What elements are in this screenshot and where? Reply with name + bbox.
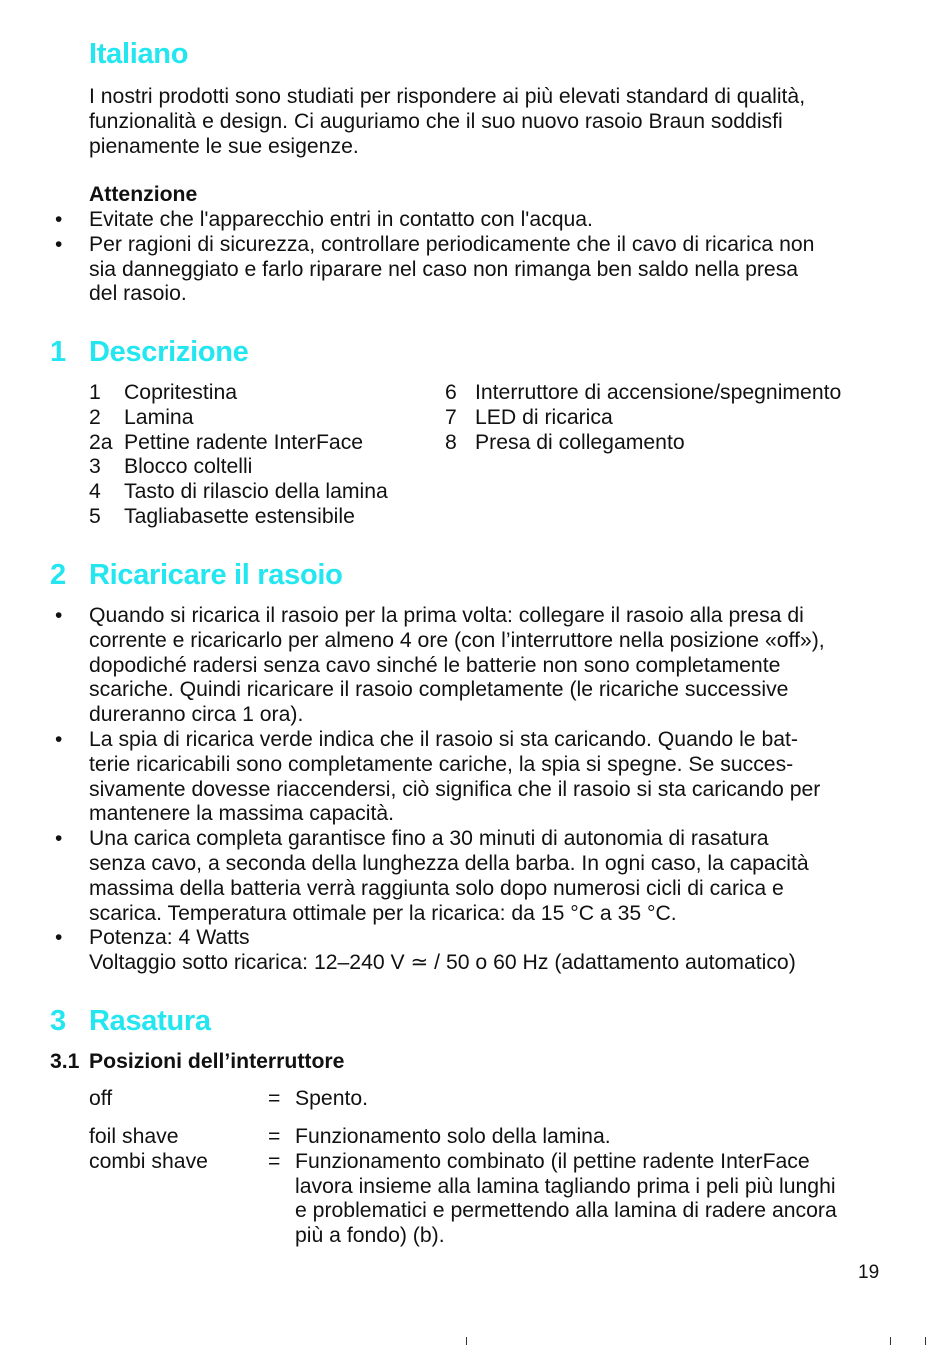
- intro-line-3: pienamente le sue esigenze.: [89, 134, 359, 158]
- switch-desc: Funzionamento combinato (il pettine radente InterFace: [295, 1149, 810, 1173]
- bullet-marker: •: [55, 232, 63, 256]
- warning-heading: Attenzione: [89, 183, 198, 206]
- charge-bullet-1-line-4: scariche. Quindi ricaricare il rasoio completamente (le ricariche successive: [89, 678, 789, 702]
- crop-mark: [925, 1337, 926, 1345]
- switch-desc: lavora insieme alla lamina tagliando prima i peli più lunghi: [295, 1174, 836, 1198]
- part-num: 3: [89, 455, 101, 479]
- part-label: Tagliabasette estensibile: [124, 505, 355, 528]
- part-num: 2: [89, 405, 101, 429]
- bullet-marker: •: [55, 827, 63, 851]
- heading-descrizione: Descrizione: [89, 336, 249, 368]
- equals-sign: =: [268, 1087, 281, 1110]
- intro-line-2: funzionalità e design. Ci auguriamo che il suo nuovo rasoio Braun soddisfi: [89, 109, 783, 133]
- heading-ricaricare: Ricaricare il rasoio: [89, 559, 343, 591]
- charge-bullet-3-line-3: massima della batteria verrà raggiunta solo dopo numerosi cicli di carica e: [89, 876, 784, 900]
- warning-bullet-2-line-1: Per ragioni di sicurezza, controllare periodicamente che il cavo di ricarica non: [89, 232, 815, 256]
- part-num: 1: [89, 381, 101, 404]
- charge-bullet-1-line-1: Quando si ricarica il rasoio per la prima volta: collegare il rasoio alla presa di: [89, 604, 804, 627]
- subsection-title: Posizioni dell’interruttore: [89, 1050, 345, 1073]
- page-number: 19: [858, 1262, 880, 1283]
- warning-bullet-1-line-1: Evitate che l'apparecchio entri in contatto con l'acqua.: [89, 208, 593, 231]
- part-label: Interruttore di accensione/spegnimento: [475, 381, 842, 404]
- part-label: Blocco coltelli: [124, 455, 253, 479]
- part-label: Pettine radente InterFace: [124, 430, 364, 454]
- charge-bullet-2-line-3: sivamente dovesse riaccendersi, ciò significa che il rasoio si sta caricando per: [89, 777, 821, 801]
- switch-desc: più a fondo) (b).: [295, 1224, 445, 1248]
- charge-bullet-2-line-2: terie ricaricabili sono completamente cariche, la spia si spegne. Se succes-: [89, 752, 794, 776]
- crop-mark: [890, 1337, 891, 1345]
- charge-bullet-1-line-5: dureranno circa 1 ora).: [89, 703, 304, 727]
- switch-term: combi shave: [89, 1149, 208, 1173]
- switch-desc: e problematici e permettendo alla lamina di radere ancora: [295, 1199, 837, 1223]
- bullet-marker: •: [55, 604, 63, 627]
- equals-sign: =: [268, 1149, 281, 1173]
- crop-mark: [466, 1337, 467, 1345]
- charge-bullet-1-line-2: corrente e ricaricarlo per almeno 4 ore (con l’interruttore nella posizione «off»),: [89, 628, 825, 652]
- heading-italiano: Italiano: [89, 38, 189, 70]
- part-num: 7: [445, 405, 457, 429]
- part-label: Copritestina: [124, 381, 238, 404]
- subsection-number: 3.1: [50, 1050, 80, 1073]
- charge-bullet-3-line-4: scarica. Temperatura ottimale per la ricarica: da 15 °C a 35 °C.: [89, 901, 677, 925]
- intro-line-1: I nostri prodotti sono studiati per rispondere ai più elevati standard di qualità,: [89, 85, 806, 108]
- bullet-marker: •: [55, 728, 63, 751]
- warning-bullet-2-line-3: del rasoio.: [89, 282, 187, 306]
- switch-desc: Funzionamento solo della lamina.: [295, 1125, 611, 1148]
- section-number-2: 2: [50, 559, 66, 591]
- charge-bullet-2-line-1: La spia di ricarica verde indica che il rasoio si sta caricando. Quando le bat-: [89, 728, 798, 751]
- warning-bullet-2-line-2: sia danneggiato e farlo riparare nel caso non rimanga ben saldo nella presa: [89, 257, 799, 281]
- switch-term: off: [89, 1087, 113, 1110]
- part-num: 6: [445, 381, 457, 404]
- charge-bullet-1-line-3: dopodiché radersi senza cavo sinché le batterie non sono completamente: [89, 653, 781, 677]
- switch-term: foil shave: [89, 1125, 179, 1148]
- charge-bullet-3-line-1: Una carica completa garantisce fino a 30 minuti di autonomia di rasatura: [89, 827, 769, 851]
- part-num: 4: [89, 480, 101, 504]
- part-num: 5: [89, 505, 101, 528]
- charge-bullet-2-line-4: mantenere la massima capacità.: [89, 802, 395, 826]
- equals-sign: =: [268, 1125, 281, 1148]
- part-num: 8: [445, 430, 457, 454]
- bullet-marker: •: [55, 926, 63, 950]
- part-label: LED di ricarica: [475, 405, 613, 429]
- part-label: Presa di collegamento: [475, 430, 685, 454]
- charge-bullet-3-line-2: senza cavo, a seconda della lunghezza della barba. In ogni caso, la capacità: [89, 852, 809, 875]
- bullet-marker: •: [55, 208, 63, 231]
- charge-bullet-4-line-1: Potenza: 4 Watts: [89, 926, 250, 950]
- heading-rasatura: Rasatura: [89, 1005, 211, 1037]
- part-num: 2a: [89, 430, 113, 454]
- section-number-3: 3: [50, 1005, 66, 1037]
- charge-bullet-4-line-2: Voltaggio sotto ricarica: 12–240 V ≃ / 50 o 60 Hz (adattamento automatico): [89, 951, 796, 975]
- switch-desc: Spento.: [295, 1087, 369, 1110]
- part-label: Lamina: [124, 405, 194, 429]
- part-label: Tasto di rilascio della lamina: [124, 480, 388, 504]
- section-number-1: 1: [50, 336, 66, 368]
